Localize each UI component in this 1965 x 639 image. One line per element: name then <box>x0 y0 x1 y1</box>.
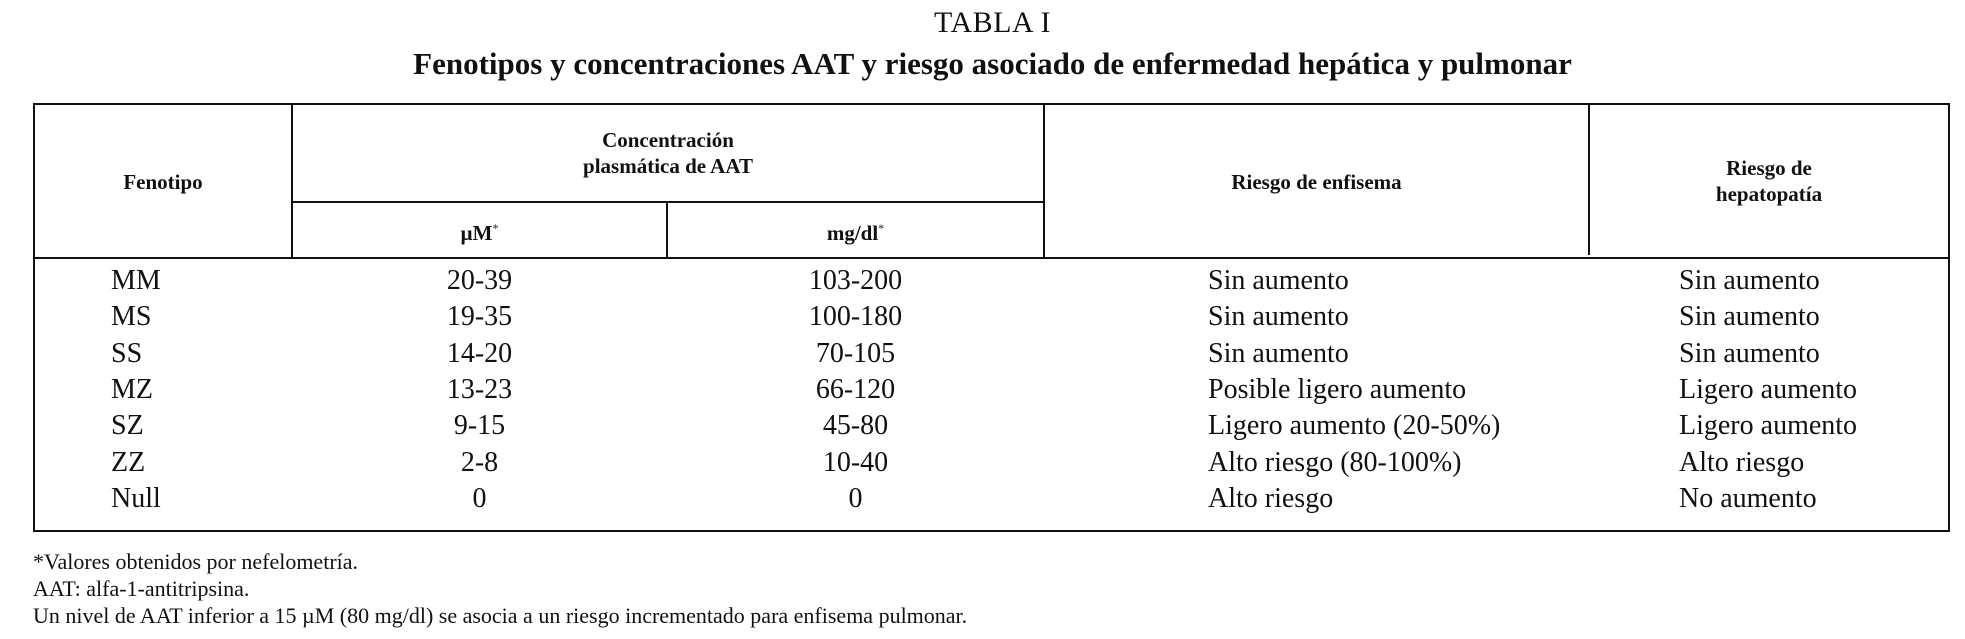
header-micromolar <box>293 215 666 246</box>
cell-liver: Alto riesgo <box>1679 446 1805 478</box>
cell-mgdl: 66-120 <box>815 373 896 405</box>
footnote-nephelometry: *Valores obtenidos por nefelometría. <box>33 549 359 574</box>
cell-micromolar: 0 <box>472 482 487 514</box>
cell-emphysema: Sin aumento <box>1208 265 1349 296</box>
cell-emphysema: Sin aumento <box>1208 301 1349 333</box>
cell-phenotype: MZ <box>111 373 153 405</box>
header-phenotype: Fenotipo <box>123 170 203 194</box>
table-caption-title: Fenotipos y concentraciones AAT y riesgo asociado de enfermedad hepática y pulmonar <box>413 46 1572 81</box>
cell-phenotype: MM <box>111 265 161 296</box>
cell-mgdl: 45-80 <box>822 410 889 442</box>
cell-liver: Sin aumento <box>1679 301 1820 333</box>
cell-micromolar: 20-39 <box>446 265 513 296</box>
cell-micromolar: 14-20 <box>446 337 513 369</box>
header-mgdl-mark: * <box>878 221 885 235</box>
table-caption-label: TABLA I <box>934 6 1051 39</box>
header-concentration-line1: Concentración <box>602 128 734 152</box>
cell-emphysema: Ligero aumento (20-50%) <box>1208 410 1501 442</box>
cell-liver: Ligero aumento <box>1679 410 1858 442</box>
cell-micromolar: 13-23 <box>446 373 513 405</box>
cell-phenotype: SZ <box>111 410 144 442</box>
cell-emphysema: Alto riesgo (80-100%) <box>1208 446 1462 478</box>
cell-mgdl: 0 <box>848 482 863 514</box>
cell-emphysema: Sin aumento <box>1208 337 1349 369</box>
cell-phenotype: SS <box>111 337 143 369</box>
cell-liver: Ligero aumento <box>1679 373 1858 405</box>
header-bottom-rule <box>35 257 1948 259</box>
cell-liver: Sin aumento <box>1679 337 1820 369</box>
cell-phenotype: ZZ <box>111 446 146 478</box>
cell-emphysema: Posible ligero aumento <box>1208 373 1467 405</box>
data-table <box>33 103 1950 532</box>
header-liver-line2: hepatopatía <box>1715 182 1823 206</box>
cell-phenotype: MS <box>111 301 152 333</box>
header-emphysema: Riesgo de enfisema <box>1231 170 1402 194</box>
footnote-risk-threshold: Un nivel de AAT inferior a 15 µM (80 mg/dl) se asocia a un riesgo incrementado para enfisema pulmonar. <box>33 603 968 628</box>
header-micromolar-label: µM <box>460 221 493 245</box>
cell-emphysema: Alto riesgo <box>1208 482 1334 514</box>
header-micromolar-mark: * <box>492 221 499 235</box>
cell-mgdl: 10-40 <box>822 446 889 478</box>
header-mgdl-label: mg/dl <box>826 221 879 245</box>
cell-mgdl: 100-180 <box>808 301 903 333</box>
cell-liver: No aumento <box>1679 482 1817 514</box>
cell-micromolar: 19-35 <box>446 301 513 333</box>
cell-mgdl: 103-200 <box>808 265 903 296</box>
cell-mgdl: 70-105 <box>815 337 896 369</box>
cell-phenotype: Null <box>111 482 161 514</box>
header-concentration-line2: plasmática de AAT <box>583 154 753 178</box>
header-mgdl <box>668 215 1043 246</box>
cell-micromolar: 2-8 <box>460 446 499 478</box>
concentration-subheader-divider <box>291 201 1045 203</box>
cell-liver: Sin aumento <box>1679 265 1820 296</box>
cell-micromolar: 9-15 <box>453 410 506 442</box>
footnote-aat-definition: AAT: alfa-1-antitripsina. <box>33 576 250 601</box>
header-liver-line1: Riesgo de <box>1726 156 1812 180</box>
